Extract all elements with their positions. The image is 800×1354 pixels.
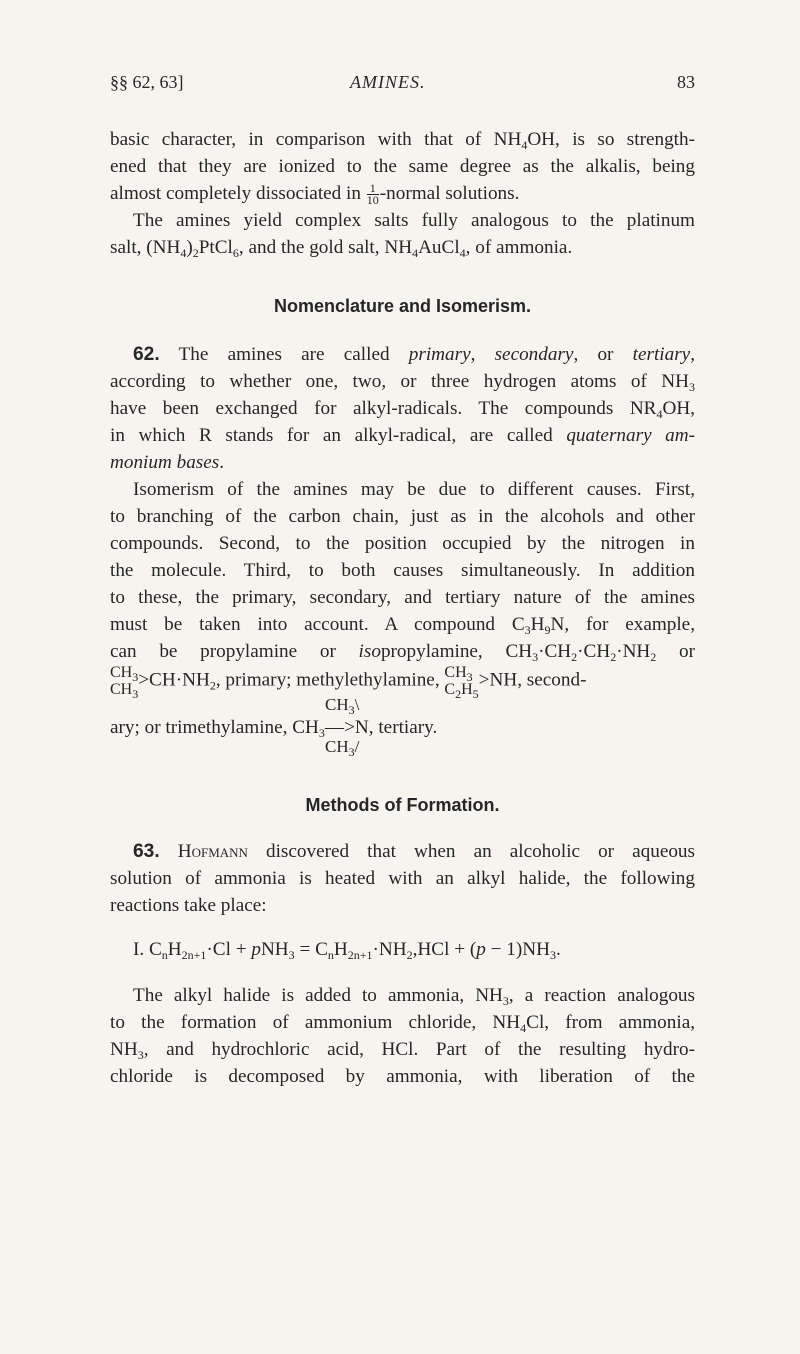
text-line: $NH_3$, and hydrochloric acid, HCl. Part of the resulting hydro- <box>110 1039 695 1062</box>
text-line: reactions take place: <box>110 895 267 916</box>
text-line: monium bases. <box>110 452 225 473</box>
section-heading: Nomenclature and Isomerism. <box>273 296 532 316</box>
text-line: ened that they are ionized to the same degree as the alkalis, being <box>110 156 695 177</box>
text-line: can be propylamine or isopropylamine, $CH_3\cdot CH_2\cdot CH_2\cdot NH_2$ or <box>110 641 695 664</box>
reaction-equation: I. $C_nH_{2n+1}\cdot Cl + pNH_3 = C_nH_{2n+1}\cdot NH_2,HCl + (p - 1)NH_3$. <box>133 939 561 962</box>
text-line: ary; or trimethylamine, $CH_3—>N$, tertiary. <box>110 717 438 740</box>
running-title: AMINES. <box>350 72 426 92</box>
isopropyl-group: $CH_3$ $CH_3$ <box>110 664 139 701</box>
text-line: in which R stands for an alkyl-radical, are called quaternary am- <box>110 425 696 446</box>
text-line: salt, $(NH_4)_2PtCl_6$, and the gold salt, $NH_4AuCl_4$, of ammonia. <box>110 237 573 260</box>
text-line: to branching of the carbon chain, just as in the alcohols and other <box>110 506 695 527</box>
methylethyl-group: $CH_3$ $C_2H_5$ <box>444 664 479 701</box>
text-line: almost completely dissociated in $\frac{1}{10}$ -normal solutions. <box>110 181 520 208</box>
section-ref: §§ 62, 63] <box>110 72 184 92</box>
section-heading: Methods of Formation. <box>305 795 500 815</box>
text-line: the molecule. Third, to both causes simultaneously. In addition <box>110 560 695 581</box>
page-number: 83 <box>677 72 695 92</box>
running-header <box>110 72 695 100</box>
fraction: $\frac{1}{10}$ <box>366 181 379 208</box>
text-line: to these, the primary, secondary, and tertiary nature of the amines <box>110 587 695 608</box>
formula-ch3-top: $CH_3\backslash$ <box>325 695 360 717</box>
text-line: solution of ammonia is heated with an alkyl halide, the following <box>110 868 695 889</box>
text-line: 62. The amines are called primary, secondary, or tertiary, <box>133 344 695 365</box>
text-line: basic character, in comparison with that of $NH_4OH$, is so strength- <box>110 129 695 152</box>
text-line: 63. Hofmann discovered that when an alcoholic or aqueous <box>133 841 695 862</box>
text-line: chloride is decomposed by ammonia, with liberation of the <box>110 1066 695 1087</box>
formula-ch3-bottom: $CH_3/$ <box>325 737 360 759</box>
text-line: must be taken into account. A compound $C_3H_9N$, for example, <box>110 614 695 637</box>
text-line: compounds. Second, to the position occupied by the nitrogen in <box>110 533 695 554</box>
text-line: The amines yield complex salts fully analogous to the platinum <box>133 210 695 231</box>
text-line: to the formation of ammonium chloride, $NH_4Cl$, from ammonia, <box>110 1012 696 1035</box>
formula-line: $CH_3$ $CH_3$ $>CH\cdot NH_2$, primary; methylethylamine, $CH_3$ $C_2H_5$ >NH, second- <box>110 664 587 701</box>
text-line: The alkyl halide is added to ammonia, $NH_3$, a reaction analogous <box>133 985 695 1008</box>
text-line: Isomerism of the amines may be due to different causes. First, <box>133 479 695 500</box>
text-line: according to whether one, two, or three hydrogen atoms of $NH_3$ <box>110 371 695 394</box>
text-line: have been exchanged for alkyl-radicals. The compounds $NR_4OH$, <box>110 398 695 421</box>
